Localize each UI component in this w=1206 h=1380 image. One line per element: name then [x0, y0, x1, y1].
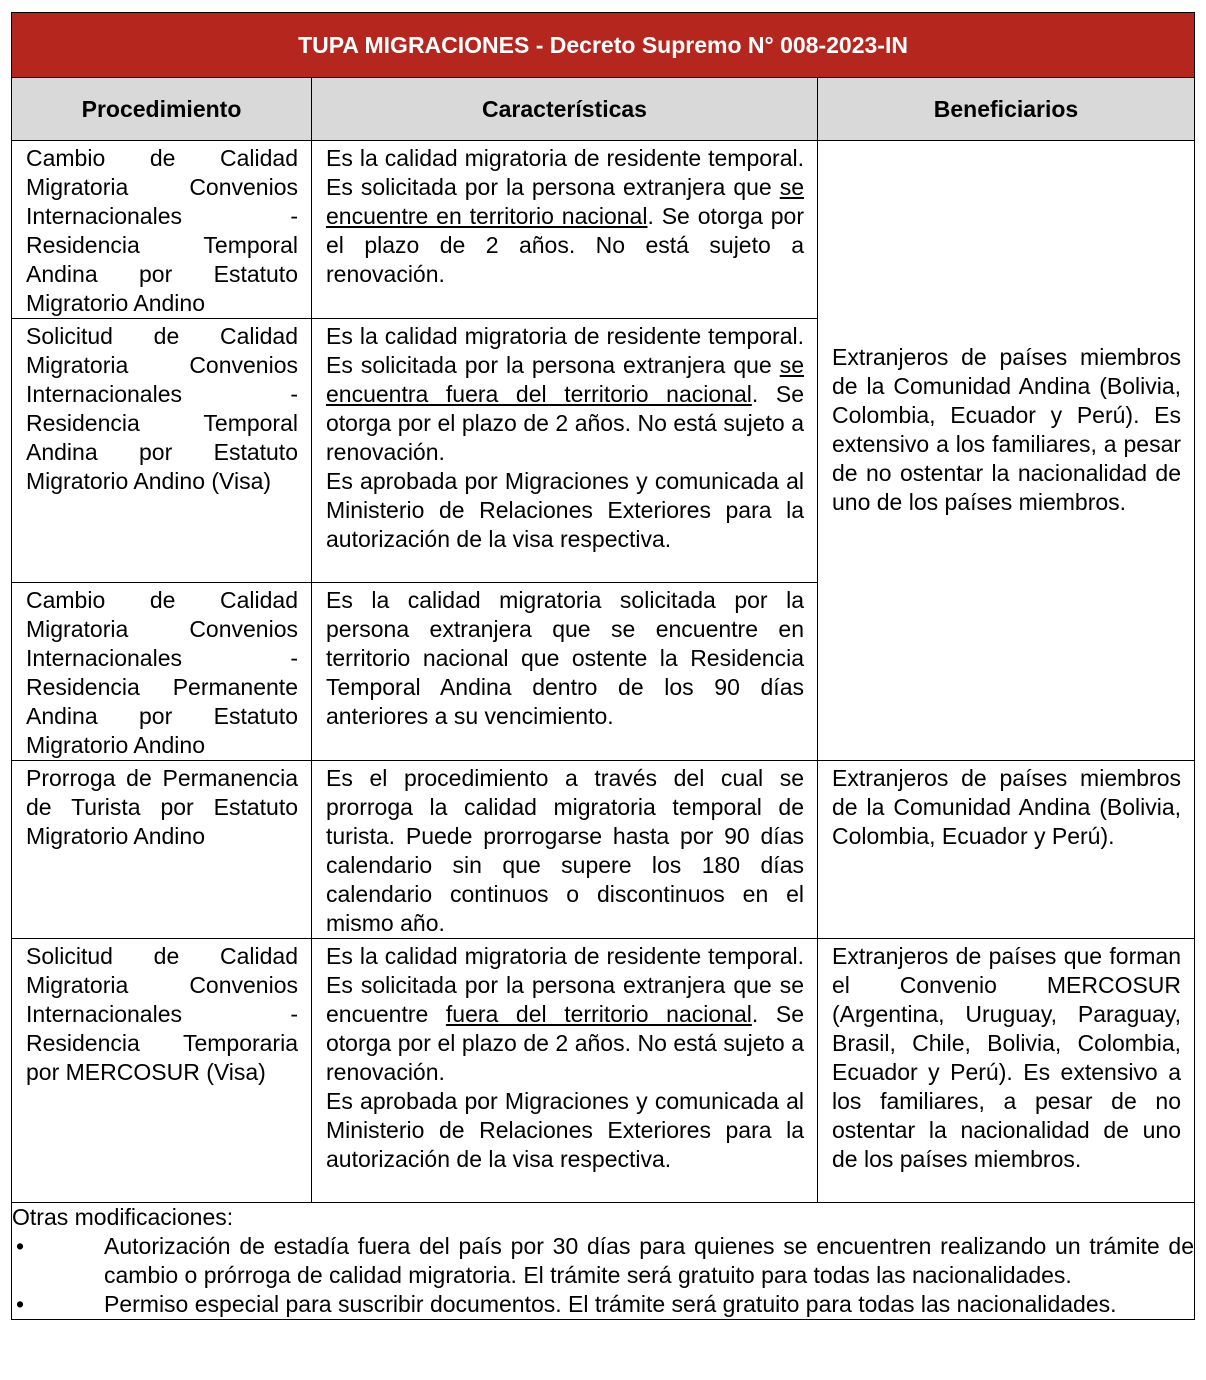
- procedimiento-cell: [12, 141, 312, 319]
- text-segment: . Se otorga por el plazo de 2 años. No está sujeto a renovación.: [326, 203, 804, 287]
- underlined-text: fuera del territorio nacional: [445, 1001, 752, 1027]
- list-item-text: Permiso especial para suscribir documentos. El trámite será gratuito para todas las nacionalidades.: [104, 1291, 1117, 1317]
- procedimiento-cell: [12, 761, 312, 939]
- beneficiarios-cell: [818, 761, 1195, 939]
- header-beneficiarios: Beneficiarios: [818, 78, 1195, 141]
- procedimiento-cell: [12, 319, 312, 583]
- bullet-icon: •: [16, 1233, 25, 1259]
- other-modifications-cell: [12, 1203, 1195, 1320]
- text-segment: Es la calidad migratoria de residente temporal. Es solicitada por la persona extranjera que se encuentre: [326, 943, 804, 1027]
- procedimiento-text: Cambio de Calidad Migratoria Convenios Internacionales - Residencia Temporal Andina por Estatuto Migratorio Andino: [26, 145, 298, 316]
- text-segment: . Se otorga por el plazo de 2 años. No está sujeto a renovación.: [326, 1001, 804, 1085]
- underlined-text: se encuentre en territorio nacional: [326, 174, 804, 229]
- table-row: [12, 141, 1195, 319]
- table-row: [12, 939, 1195, 1203]
- text-segment: Es la calidad migratoria de residente temporal. Es solicitada por la persona extranjera que: [326, 145, 804, 200]
- caracteristicas-extra-text: Es aprobada por Migraciones y comunicada al Ministerio de Relaciones Exteriores para la autorización de la visa respectiva.: [326, 468, 804, 552]
- procedimiento-text: Solicitud de Calidad Migratoria Convenios Internacionales - Residencia Temporaria por MERCOSUR (Visa): [26, 943, 298, 1085]
- other-modifications-heading: Otras modificaciones:: [12, 1204, 234, 1230]
- header-caracteristicas: Características: [312, 78, 818, 141]
- list-item: [12, 1290, 1194, 1319]
- caracteristicas-cell: [312, 141, 818, 319]
- header-procedimiento: Procedimiento: [12, 78, 312, 141]
- caracteristicas-text: [326, 144, 804, 289]
- beneficiarios-cell: [818, 939, 1195, 1203]
- caracteristicas-text: [326, 322, 804, 467]
- caracteristicas-text: Es la calidad migratoria solicitada por la persona extranjera que se encuentre en territorio nacional que ostente la Residencia Temporal Andina dentro de los 90 días anteriores a su vencimiento.: [326, 587, 804, 729]
- caracteristicas-cell: [312, 761, 818, 939]
- list-item: [12, 1232, 1194, 1290]
- table-row: [12, 761, 1195, 939]
- caracteristicas-cell: [312, 319, 818, 583]
- bullet-icon: •: [16, 1291, 25, 1317]
- beneficiarios-text: Extranjeros de países miembros de la Comunidad Andina (Bolivia, Colombia, Ecuador y Perú). Es extensivo a los familiares, a pesar de no ostentar la nacionalidad de uno de los países miembros.: [832, 344, 1182, 515]
- header-row: [12, 78, 1195, 141]
- caracteristicas-text: [326, 942, 804, 1087]
- caracteristicas-extra-text: Es aprobada por Migraciones y comunicada al Ministerio de Relaciones Exteriores para la autorización de la visa respectiva.: [326, 1088, 804, 1172]
- procedimiento-text: Prorroga de Permanencia de Turista por Estatuto Migratorio Andino: [26, 765, 298, 849]
- tupa-table: [11, 12, 1195, 1320]
- beneficiarios-cell: [818, 141, 1195, 761]
- table-title: TUPA MIGRACIONES - Decreto Supremo N° 008-2023-IN: [12, 13, 1195, 78]
- other-modifications-row: [12, 1203, 1195, 1320]
- caracteristicas-cell: [312, 939, 818, 1203]
- caracteristicas-cell: [312, 583, 818, 761]
- text-segment: . Se otorga por el plazo de 2 años. No está sujeto a renovación.: [326, 381, 804, 465]
- beneficiarios-text: Extranjeros de países que forman el Convenio MERCOSUR (Argentina, Uruguay, Paraguay, Brasil, Chile, Bolivia, Colombia, Ecuador y Perú). Es extensivo a los familiares, a pesar de no ostentar la nacionalidad de uno de los países miembros.: [832, 943, 1182, 1172]
- list-item-text: Autorización de estadía fuera del país por 30 días para quienes se encuentren realizando un trámite de cambio o prórroga de calidad migratoria. El trámite será gratuito para todas las nacionalidades.: [104, 1233, 1195, 1288]
- caracteristicas-text: Es el procedimiento a través del cual se prorroga la calidad migratoria temporal de turista. Puede prorrogarse hasta por 90 días calendario sin que supere los 180 días calendario continuos o discontinuos en el mismo año.: [326, 765, 804, 936]
- procedimiento-cell: [12, 583, 312, 761]
- title-row: [12, 13, 1195, 78]
- procedimiento-text: Solicitud de Calidad Migratoria Convenios Internacionales - Residencia Temporal Andina por Estatuto Migratorio Andino (Visa): [26, 323, 298, 494]
- text-segment: Es la calidad migratoria de residente temporal. Es solicitada por la persona extranjera que: [326, 323, 804, 378]
- procedimiento-cell: [12, 939, 312, 1203]
- underlined-text: se encuentra fuera del territorio nacional: [326, 352, 804, 407]
- other-modifications-list: [12, 1232, 1194, 1319]
- beneficiarios-text: Extranjeros de países miembros de la Comunidad Andina (Bolivia, Colombia, Ecuador y Perú).: [832, 765, 1182, 849]
- procedimiento-text: Cambio de Calidad Migratoria Convenios Internacionales - Residencia Permanente Andina por Estatuto Migratorio Andino: [26, 587, 298, 758]
